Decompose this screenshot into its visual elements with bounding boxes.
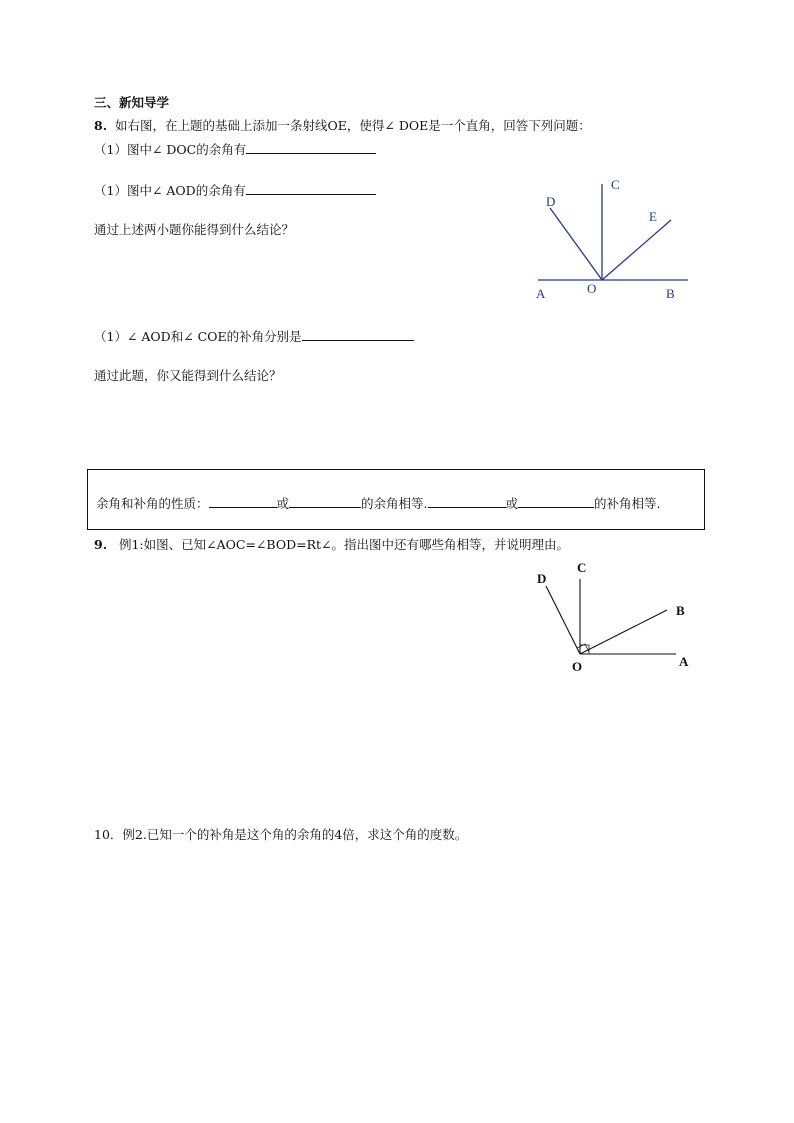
label-E: E	[649, 209, 657, 224]
ray-OD	[550, 208, 602, 280]
label-D: D	[537, 571, 547, 586]
label-C: C	[577, 560, 587, 575]
property-statement	[96, 494, 661, 512]
ray-OB	[580, 610, 667, 654]
label-A: A	[536, 286, 546, 301]
question-10: 10．例2.已知一个的补角是这个角的余角的4倍，求这个角的度数。	[94, 827, 468, 842]
question-9	[94, 537, 569, 553]
question-8-text: 如右图，在上题的基础上添加一条射线OE，使得∠ DOE是一个直角，回答下列问题：	[115, 118, 591, 133]
label-O: O	[572, 659, 583, 674]
question-9-text: 例1:如图、已知∠AOC=∠BOD=Rt∠。指出图中还有哪些角相等，并说明理由。	[118, 537, 569, 552]
question-8-sub1	[94, 140, 376, 158]
ray-OE	[602, 220, 671, 280]
sub2-answer-blank[interactable]	[246, 181, 376, 195]
property-supplement-equal: 的补角相等.	[594, 496, 661, 511]
question-9-number: 9.	[94, 537, 108, 552]
label-A: A	[679, 654, 689, 669]
sub1-text: （1）图中∠ DOC的余角有	[94, 142, 247, 157]
sub1-answer-blank[interactable]	[246, 140, 376, 154]
question-8-conclusion-prompt-1: 通过上述两小题你能得到什么结论？	[94, 222, 295, 237]
label-B: B	[676, 603, 685, 618]
property-blank-2[interactable]	[289, 494, 361, 508]
label-D: D	[546, 194, 556, 209]
question-8-conclusion-prompt-2: 通过此题，你又能得到什么结论？	[94, 368, 282, 383]
question-8-stem	[94, 118, 591, 134]
question-8-figure	[530, 172, 700, 307]
label-B: B	[666, 286, 675, 301]
label-C: C	[611, 177, 620, 192]
property-blank-3[interactable]	[428, 494, 506, 508]
property-or-2: 或	[505, 496, 519, 511]
property-blank-4[interactable]	[518, 494, 594, 508]
sub3-text: （1）∠ AOD和∠ COE的补角分别是	[94, 329, 302, 344]
section-title: 三、新知导学	[94, 95, 170, 110]
question-8-sub3	[94, 327, 414, 345]
label-O: O	[587, 281, 597, 296]
question-8-number: 8.	[94, 118, 108, 133]
property-complement-equal: 的余角相等.	[361, 496, 428, 511]
property-label: 余角和补角的性质：	[96, 496, 209, 511]
property-box	[87, 469, 705, 530]
ray-OD	[546, 586, 580, 654]
sub2-text: （1）图中∠ AOD的余角有	[94, 183, 246, 198]
question-8-sub2	[94, 181, 376, 199]
question-9-figure	[530, 558, 700, 678]
property-or-1: 或	[276, 496, 290, 511]
sub3-answer-blank[interactable]	[302, 327, 414, 341]
property-blank-1[interactable]	[209, 494, 277, 508]
